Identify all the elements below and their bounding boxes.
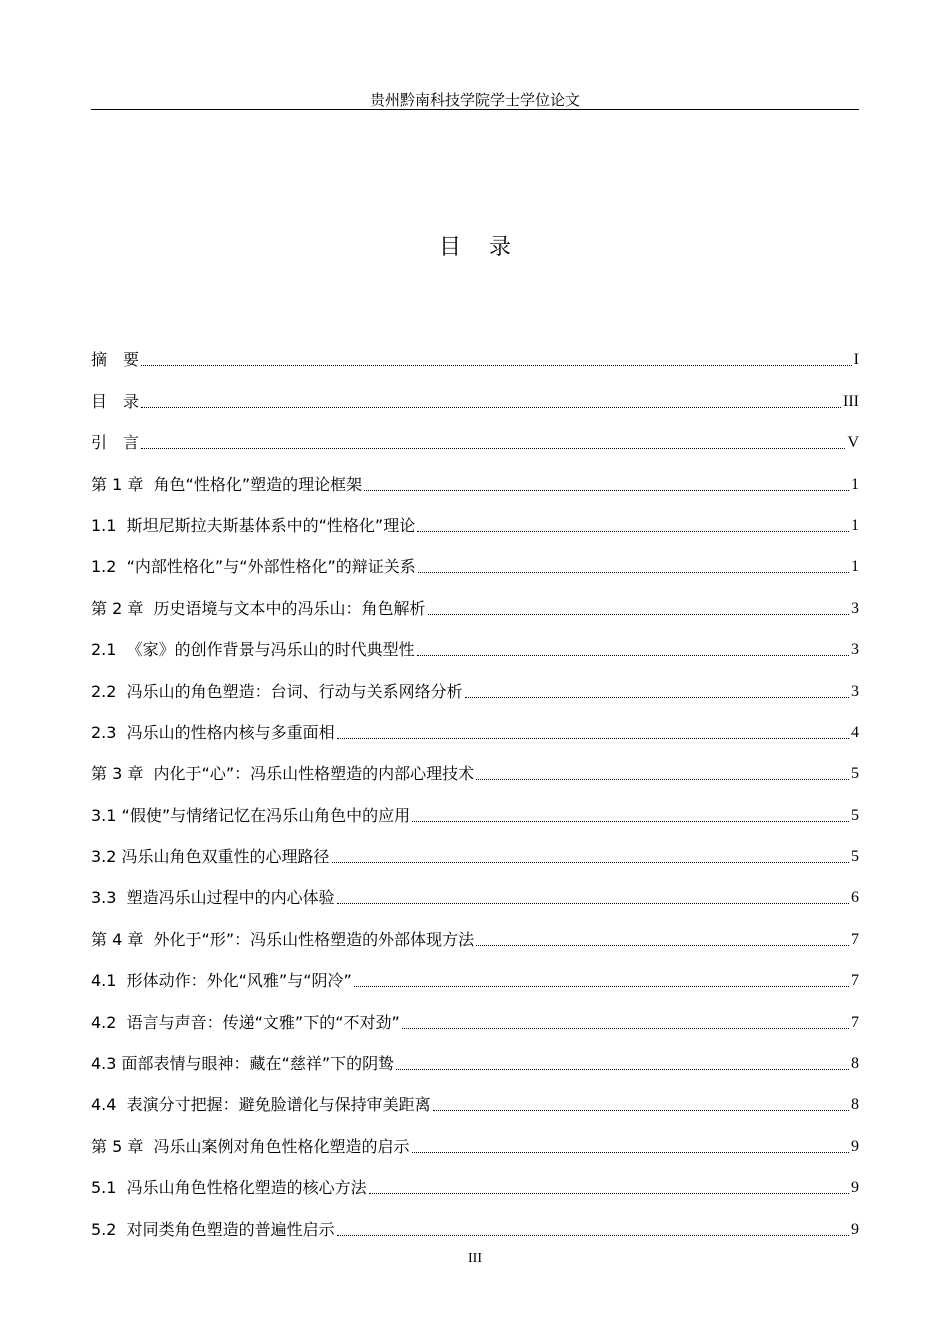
toc-entry-label: 第 3 章 内化于“心”：冯乐山性格塑造的内部心理技术 [91,764,475,784]
toc-entry-page: 8 [851,1096,859,1114]
toc-entry-label: 4.4 表演分寸把握：避免脸谱化与保持审美距离 [91,1095,431,1115]
dot-leader [369,1193,849,1194]
toc-entry-page: 9 [851,1179,859,1197]
toc-entry[interactable] [91,1164,859,1205]
dot-leader [417,655,849,656]
toc-entry-page: 7 [851,930,859,948]
toc-entry[interactable] [91,709,859,750]
toc-entry-label: 4.3 面部表情与眼神：藏在“慈祥”下的阴鸷 [91,1054,395,1074]
dot-leader [412,821,849,822]
dot-leader [433,1110,849,1111]
toc-entry-page: III [843,392,859,410]
dot-leader [141,365,852,366]
dot-leader [141,407,841,408]
toc-entry-label: 1.2 “内部性格化”与“外部性格化”的辩证关系 [91,557,416,577]
toc-entry-page: 9 [851,1220,859,1238]
running-header: 贵州黔南科技学院学士学位论文 [369,91,580,109]
toc-entry-page: 4 [851,723,859,741]
toc-entry-page: 1 [851,516,859,534]
toc-entry-page: V [847,434,859,452]
toc-entry-page: 6 [851,889,859,907]
toc-entry-label: 第 4 章 外化于“形”：冯乐山性格塑造的外部体现方法 [91,929,475,949]
toc-entry[interactable] [91,667,859,708]
dot-leader [141,448,845,449]
toc-entry[interactable] [91,543,859,584]
toc-entry-label: 3.3 塑造冯乐山过程中的内心体验 [91,888,335,908]
toc-entry[interactable] [91,833,859,874]
toc-entry-page: 3 [851,599,859,617]
toc-entry[interactable] [91,336,859,377]
toc-entry-label: 3.1 “假使”与情绪记忆在冯乐山角色中的应用 [91,805,411,825]
toc-entry-page: 3 [851,641,859,659]
toc-entry[interactable] [91,874,859,915]
dot-leader [337,903,849,904]
toc-entry[interactable] [91,791,859,832]
toc-entry-label: 第 5 章 冯乐山案例对角色性格化塑造的启示 [91,1136,410,1156]
toc-entry[interactable] [91,750,859,791]
toc-entry-page: 7 [851,1013,859,1031]
toc-entry[interactable] [91,1040,859,1081]
toc-entry-page: 1 [851,558,859,576]
toc-entry[interactable] [91,1205,859,1246]
dot-leader [402,1028,849,1029]
toc-entry[interactable] [91,626,859,667]
dot-leader [465,697,849,698]
toc-entry-label: 引 言 [91,433,140,453]
toc-entry-label: 4.2 语言与声音：传递“文雅”下的“不对劲” [91,1012,400,1032]
dot-leader [332,862,849,863]
toc-entry-page: 5 [851,765,859,783]
dot-leader [418,572,849,573]
toc-entry[interactable] [91,502,859,543]
toc-entry-label: 目 录 [91,391,140,411]
toc-entry-label: 3.2 冯乐山角色双重性的心理路径 [91,847,330,867]
toc-entry[interactable] [91,957,859,998]
toc-entry[interactable] [91,1081,859,1122]
toc-entry-label: 第 2 章 历史语境与文本中的冯乐山：角色解析 [91,598,426,618]
dot-leader [364,490,849,491]
dot-leader [417,531,849,532]
toc-entry-label: 第 1 章 角色“性格化”塑造的理论框架 [91,474,363,494]
toc-entry-page: 5 [851,848,859,866]
toc-entry-page: 8 [851,1055,859,1073]
toc-title: 目录 [438,235,539,260]
toc-entry-label: 1.1 斯坦尼斯拉夫斯基体系中的“性格化”理论 [91,515,416,535]
toc-entry[interactable] [91,460,859,501]
toc-entry-label: 4.1 形体动作：外化“风雅”与“阴冷” [91,971,352,991]
toc-entry-page: 1 [851,475,859,493]
dot-leader [337,738,849,739]
dot-leader [354,986,849,987]
toc-entry-page: 7 [851,972,859,990]
toc-entry-label: 2.3 冯乐山的性格内核与多重面相 [91,722,335,742]
dot-leader [337,1235,849,1236]
toc-entry[interactable] [91,1122,859,1163]
toc-entry-label: 5.1 冯乐山角色性格化塑造的核心方法 [91,1178,367,1198]
toc-entry-label: 摘 要 [91,350,140,370]
toc-entry-page: 3 [851,682,859,700]
toc-entry-label: 2.1 《家》的创作背景与冯乐山的时代典型性 [91,640,415,660]
toc-entry-page: 5 [851,806,859,824]
toc-entry-label: 2.2 冯乐山的角色塑造：台词、行动与关系网络分析 [91,681,463,701]
toc-entry[interactable] [91,998,859,1039]
toc-entry[interactable] [91,419,859,460]
toc-entry[interactable] [91,915,859,956]
dot-leader [476,945,849,946]
toc-entry[interactable] [91,584,859,625]
header-rule [91,109,859,110]
toc-entry-page: 9 [851,1137,859,1155]
toc-entry-page: I [853,351,859,369]
dot-leader [476,779,849,780]
dot-leader [412,1152,849,1153]
table-of-contents [91,336,859,1247]
page-number: III [468,1251,482,1266]
toc-entry-label: 5.2 对同类角色塑造的普遍性启示 [91,1219,335,1239]
dot-leader [396,1069,849,1070]
toc-entry[interactable] [91,377,859,418]
dot-leader [428,614,849,615]
